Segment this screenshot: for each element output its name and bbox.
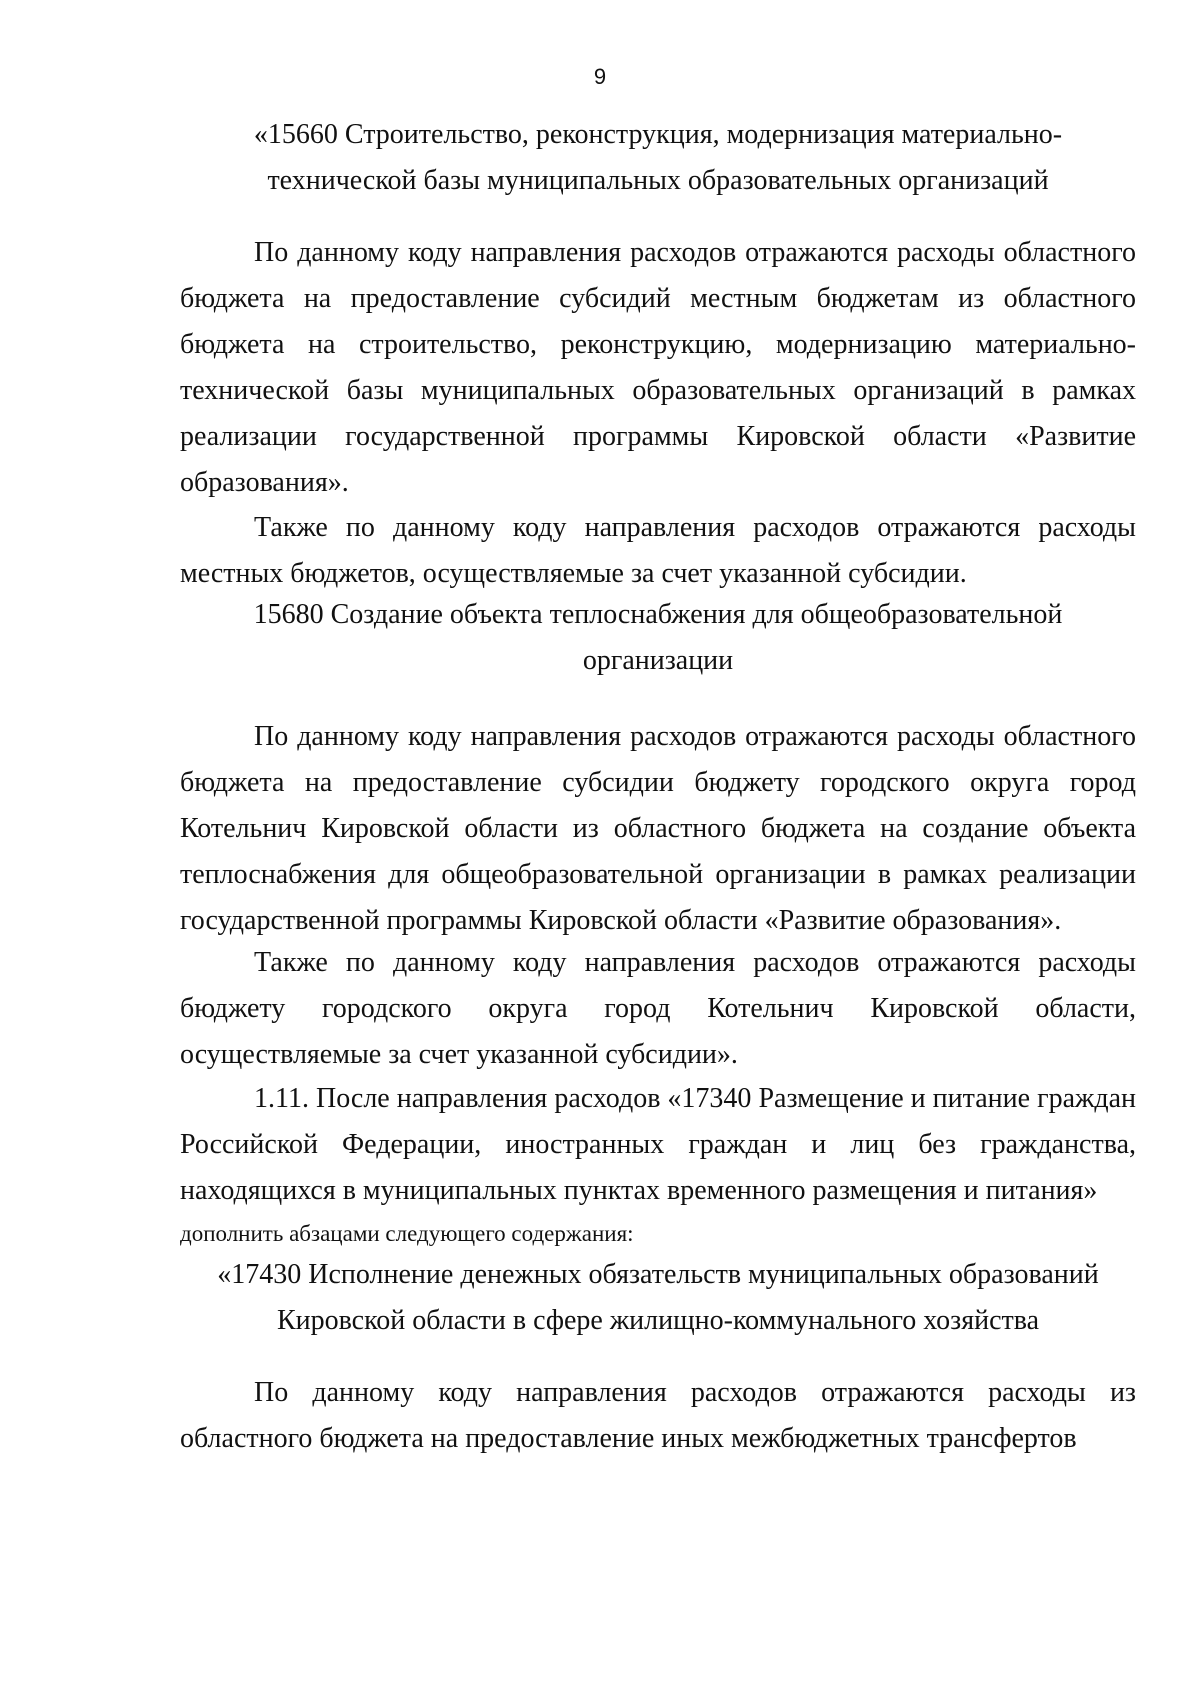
paragraph: По данному коду направления расходов отражаются расходы областного бюджета на предоставление субсидии бюджету городского округа город Котельнич Кировской области из областного бюджета на создание объекта теплоснабжения для общеобразовательной организации в рамках реализации государственной программы Кировской области «Развитие образования». (180, 721, 1136, 936)
section-heading-15660: «15660 Строительство, реконструкция, модернизация материально-технической базы муниципальных образовательных организаций (253, 119, 1063, 196)
section-heading-15680: 15680 Создание объекта теплоснабжения для общеобразовательной организации (253, 599, 1063, 676)
paragraph: 1.11. После направления расходов «17340 Размещение и питание граждан Российской Федерации, иностранных граждан и лиц без гражданства, находящихся в муниципальных пунктах временного размещения и питания» (180, 1083, 1136, 1206)
paragraph: Также по данному коду направления расходов отражаются расходы местных бюджетов, осуществляемые за счет указанной субсидии. (180, 512, 1136, 589)
page-number: 9 (593, 64, 607, 89)
paragraph-small: дополнить абзацами следующего содержания: (180, 1221, 634, 1246)
paragraph: По данному коду направления расходов отражаются расходы из областного бюджета на предоставление иных межбюджетных трансфертов (180, 1377, 1136, 1454)
paragraph: По данному коду направления расходов отражаются расходы областного бюджета на предоставление субсидий местным бюджетам из областного бюджета на строительство, реконструкцию, модернизацию материально-технической базы муниципальных образовательных организаций в рамках реализации государственной программы Кировской области «Развитие образования». (180, 237, 1136, 498)
paragraph: Также по данному коду направления расходов отражаются расходы бюджету городского округа город Котельнич Кировской области, осуществляемые за счет указанной субсидии». (180, 947, 1136, 1070)
section-heading-17430: «17430 Исполнение денежных обязательств муниципальных образований Кировской области в сфере жилищно-коммунального хозяйства (217, 1259, 1099, 1336)
